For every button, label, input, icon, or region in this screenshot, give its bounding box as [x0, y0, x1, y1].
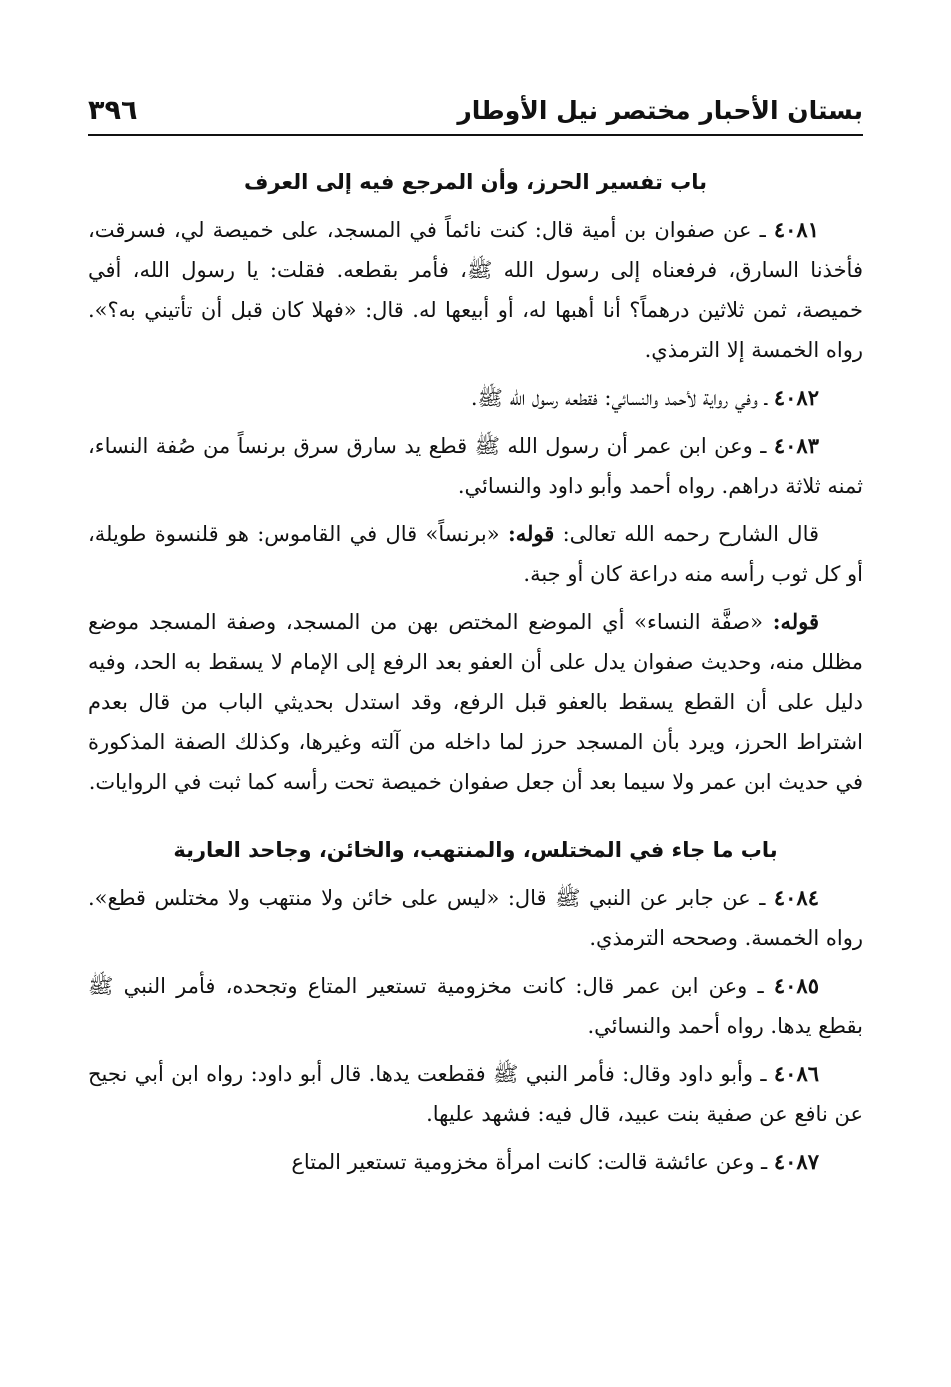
hadith-4081 [88, 210, 863, 370]
hadith-4083 [88, 426, 863, 506]
book-title: بستان الأحبار مختصر نيل الأوطار [457, 95, 863, 125]
commentary-keyword: قوله: [772, 609, 819, 634]
hadith-text: ـ وفي رواية لأحمد والنسائي: فقطعه رسول الله ﷺ. [470, 386, 768, 410]
hadith-number: ٤٠٨٤ [773, 885, 819, 910]
commentary-text: «صفَّة النساء» أي الموضع المختص بهن من المسجد، وصفة المسجد موضع مظلل منه، وحديث صفوان يدل على أن العفو بعد الرفع إلى الإمام لا يسقط به الحد، وفيه دليل على أن القطع يسقط بالعفو قبل الرفع، وقد استدل بحديثي الباب من قال بعدم اشتراط الحرز، ويرد بأن المسجد حرز لما داخله من آلته وغيرها، وكذلك الصفة المذكورة في حديث ابن عمر ولا سيما بعد أن جعل صفوان خميصة تحت رأسه كما ثبت في الروايات. [88, 610, 863, 794]
hadith-4082 [88, 378, 863, 418]
commentary-suffa [88, 602, 863, 802]
hadith-text: ـ عن جابر عن النبي ﷺ قال: «ليس على خائن ولا منتهب ولا مختلس قطع». رواه الخمسة. وصححه الترمذي. [88, 886, 863, 950]
hadith-text: ـ وأبو داود وقال: فأمر النبي ﷺ فقطعت يدها. قال أبو داود: رواه ابن أبي نجيح عن نافع عن صفية بنت عبيد، قال فيه: فشهد عليها. [88, 1062, 863, 1126]
hadith-4085 [88, 966, 863, 1046]
hadith-number: ٤٠٨٧ [773, 1149, 819, 1174]
commentary-text: «برنساً» قال في القاموس: هو قلنسوة طويلة، أو كل ثوب رأسه منه دراعة كان أو جبة. [88, 522, 863, 586]
hadith-4086 [88, 1054, 863, 1134]
chapter-title-mukhtalis: باب ما جاء في المختلس، والمنتهب، والخائن، وجاحد العارية [173, 838, 778, 862]
hadith-number: ٤٠٨١ [773, 217, 819, 242]
commentary-burnus [88, 514, 863, 594]
hadith-4084 [88, 878, 863, 958]
hadith-number: ٤٠٨٥ [773, 973, 819, 998]
chapter-title-hirz: باب تفسير الحرز، وأن المرجع فيه إلى العرف [243, 170, 708, 194]
hadith-4087 [88, 1142, 863, 1182]
commentary-keyword: قوله: [507, 521, 555, 546]
hadith-number: ٤٠٨٢ [773, 385, 819, 410]
hadith-number: ٤٠٨٣ [773, 433, 819, 458]
hadith-number: ٤٠٨٦ [773, 1061, 820, 1086]
hadith-text: ـ عن صفوان بن أمية قال: كنت نائماً في المسجد، على خميصة لي، فسرقت، فأخذنا السارق، فرفعناه إلى رسول الله ﷺ، فأمر بقطعه. فقلت: يا رسول الله، أفي خميصة، ثمن ثلاثين درهماً؟ أنا أهبها له، أو أبيعها له. قال: «فهلا كان قبل أن تأتيني به؟». رواه الخمسة إلا الترمذي. [88, 218, 863, 362]
hadith-text: ـ وعن عائشة قالت: كانت امرأة مخزومية تستعير المتاع [291, 1150, 768, 1174]
page-number: ٣٩٦ [88, 94, 138, 126]
page-content [88, 158, 863, 1190]
hadith-text: ـ وعن ابن عمر أن رسول الله ﷺ قطع يد سارق سرق برنساً من صُفة النساء، ثمنه ثلاثة دراهم. رواه أحمد وأبو داود والنسائي. [88, 434, 863, 498]
hadith-text: ـ وعن ابن عمر قال: كانت مخزومية تستعير المتاع وتجحده، فأمر النبي ﷺ بقطع يدها. رواه أحمد والنسائي. [88, 974, 863, 1038]
page-header [88, 86, 863, 136]
commentary-intro: قال الشارح رحمه الله تعالى: [562, 522, 820, 546]
